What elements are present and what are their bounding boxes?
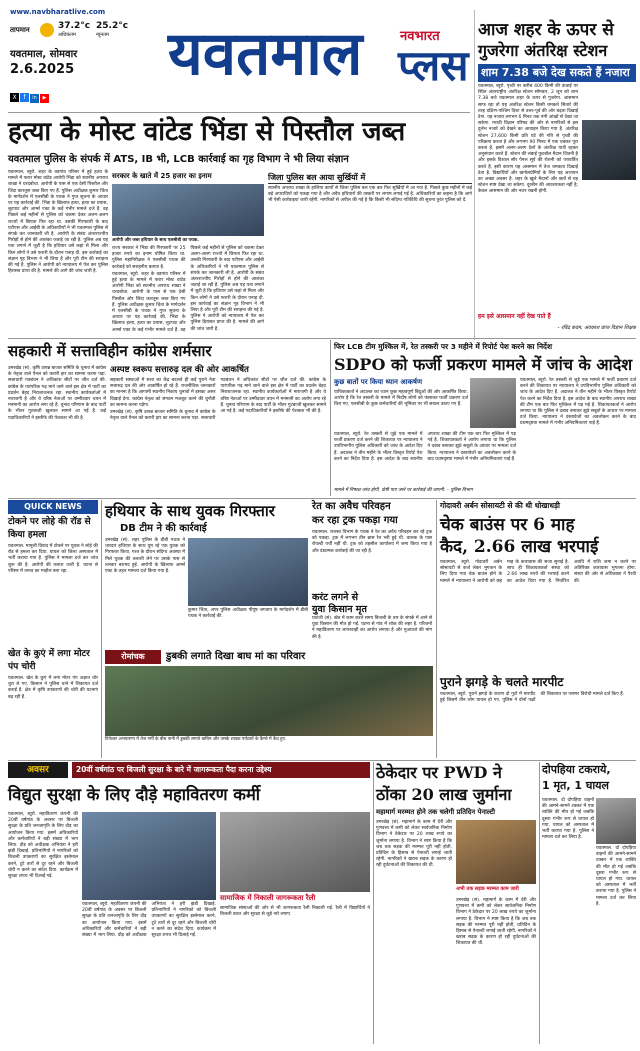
- accident-body: [542, 798, 594, 1040]
- sdpo-photo: [470, 378, 516, 428]
- rule-congress: [330, 340, 331, 496]
- lead-side-box-body: [268, 186, 472, 336]
- quarrel-headline: पुराने झगड़े के चलते मारपीट: [440, 675, 564, 689]
- pwd-body: [376, 820, 452, 1040]
- cheque-body: [440, 560, 636, 670]
- quick-news-1-body: [8, 544, 98, 646]
- website-url[interactable]: www.navbharatlive.com: [10, 8, 106, 16]
- congress-sub-headline: अस्पष्ट स्वरूप सत्तारुढ़ दल की ओर आकर्षित: [110, 365, 249, 375]
- pwd-body-2: [456, 898, 536, 1040]
- sand-headline-2: कर रहा ट्रक पकड़ा गया: [312, 515, 398, 526]
- pwd-body-text: उमरखेड़ (सं). महामार्ग के काम में देरी और गुणवत्ता में कमी को लेकर सार्वजनिक निर्माण विभाग ने ठेकेदार पर 20 लाख रुपये का जुर्माना लगाया है. विभाग ने स्पष्ट किया है कि जब तक सड़क की मरम्मत पूरी नहीं होती, प्रतिदिन के हिसाब से पेनाल्टी लगाई जाती रहेगी. नागरिकों ने खराब सड़क के कारण हो रही दुर्घटनाओं की शिकायत की थी.: [376, 820, 452, 869]
- iss-body-text: यवतमाल, ब्यूरो. पृथ्वी पर करीब 400 किमी की ऊंचाई पर स्थित अंतरराष्ट्रीय अंतरिक्ष स्टेशन सोमवार, 2 जून को शाम 7.38 बजे यवतमाल शहर के ऊपर से गुजरेगा. आसमान साफ रहा तो यह अंतरिक्ष स्टेशन किसी चमकते सितारे की तरह दक्षिण-पश्चिम दिशा से उत्तर-पूर्व की ओर बढ़ता दिखाई देगा. यह नजारा लगभग 6 मिनट तक नंगी आंखों से देखा जा सकेगा. मराठी विज्ञान परिषद की ओर से नागरिकों से इस दुर्लभ नजारे को देखने का आवाहन किया गया है. अंतरिक्ष स्टेशन 27,600 किमी प्रति घंटे की गति से पृथ्वी की परिक्रमा करता है और लगभग 90 मिनट में एक चक्कर पूरा करता है. इसमें अलग-अलग देशों के अंतरिक्ष यात्री रहकर अनुसंधान करते हैं. स्टेशन की लंबाई फुटबॉल मैदान जितनी है और इसके विशाल सौर पैनल सूर्य की रोशनी को परावर्तित करते हैं, इसी कारण यह आसमान में तेज चमकता दिखाई देता है. विद्यार्थियों और खगोलप्रेमियों के लिए यह अध्ययन का अच्छा अवसर है. शहर के खुले मैदानों और छतों से यह स्टेशन स्पष्ट देखा जा सकेगा. दूरबीन की आवश्यकता नहीं है, केवल आसमान की ओर नजर रखनी होगी.: [478, 84, 578, 195]
- rule-row2: [8, 498, 636, 499]
- rule-tiger: [436, 500, 437, 758]
- linkedin-icon[interactable]: in: [30, 94, 39, 103]
- pwd-headline-2: ठोंका 20 लाख जुर्माना: [376, 785, 512, 804]
- lead-body-text: यवतमाल, ब्यूरो. शहर के वडगांव परिसर में हुई हत्या के मामले में फरार मोस्ट वांटेड आरोपी भिंडा को स्थानीय अपराध शाखा ने धरदबोचा. आरोपी के पास से एक देसी पिस्तौल और जिंदा कारतूस जब्त किए गए हैं. पुलिस अधीक्षक कुमार चिंता के मार्गदर्शन में एलसीबी के पथक ने गुप्त सूचना के आधार पर यह कार्रवाई की. भिंडा के खिलाफ हत्या, हत्या का प्रयास, लूटपाट और आर्म्स एक्ट के कई गंभीर मामले दर्ज हैं. वह पिछले कई महीनों से पुलिस को चकमा देकर अलग-अलग राज्यों में छिपता फिर रहा था. उसकी गिरफ्तारी के बाद एटीएस और आईबी के अधिकारियों ने भी यवतमाल पुलिस से संपर्क कर जानकारी ली है. आरोपी के संबंध अंतरराज्यीय गिरोहों से होने की आशंका जताई जा रही है. पुलिस अब यह पता लगाने में जुटी है कि हथियार उसे कहां से मिला और किन लोगों ने उसे फरारी के दौरान पनाह दी. इस कार्रवाई का संज्ञान गृह विभाग ने भी लिया है और पूरी टीम की सराहना की गई है. पुलिस ने आरोपी को न्यायालय में पेश कर पुलिस हिरासत प्राप्त की है. मामले की आगे की जांच जारी है.: [8, 170, 108, 275]
- lead-photo-caption: आरोपी और जब्त हथियार के साथ एलसीबी का पथक.: [112, 238, 199, 243]
- electric-body-text: घाटंजी (सं). खेत में काम करते समय बिजली के तार के संपर्क में आने से युवा किसान की मौत हो गई. घटना से गांव में शोक की लहर है. परिजनों ने महावितरण पर लापरवाही का आरोप लगाया है और मुआवजे की मांग की है.: [312, 616, 432, 640]
- banner-body-2: [82, 902, 216, 1040]
- sdpo-box-body-text: याचिकाकर्ता ने अदालत का ध्यान कुछ महत्वपूर्ण बिंदुओं की ओर आकर्षित किया. आरोप है कि रेत तस्करी के मामले में निर्दोष लोगों को फंसाकर फर्जी प्रकरण दर्ज किए गए. एलसीबी के कुछ कर्मचारियों की भूमिका पर भी सवाल उठाए गए हैं.: [334, 390, 468, 408]
- lead-reward-body: [112, 246, 264, 336]
- congress-headline: सहकारी में सत्ताविहीन कांग्रेस शर्मसार: [8, 342, 212, 360]
- electric-headline-1-text: करंट लगने से: [312, 592, 359, 603]
- banner-inset-text: सामाजिक संस्थाओं की ओर से भी जागरूकता रैली निकाली गई. रैली में विद्यार्थियों ने बिजली बचत और सुरक्षा से जुड़े नारे लगाए.: [220, 906, 370, 918]
- cheque-kicker: गोदावरी अर्बन सोसायटी से की थी धोखाधड़ी: [440, 501, 560, 510]
- facebook-icon[interactable]: f: [20, 93, 29, 102]
- congress-body-continued: उमरखेड़ (सं). कृषि उत्पन्न बाजार समिति के चुनाव में कांग्रेस के नेतृत्व वाले पैनल को करारी हार का सामना करना पड़ा. सत्ताधारी गठबंधन ने अधिकांश सीटों पर जीत दर्ज की. कांग्रेस के पारंपरिक गढ़ माने जाने वाले इस क्षेत्र में पार्टी का प्रदर्शन बेहद निराशाजनक रहा. स्थानीय कार्यकर्ताओं में नाराजगी है और वे वरिष्ठ नेताओं पर उम्मीदवार चयन में मनमानी का आरोप लगा रहे हैं. चुनाव परिणाम के बाद पार्टी के भीतर गुटबाजी खुलकर सामने आ गई है. कई पदाधिकारियों ने इस्तीफे की पेशकश भी की है.: [110, 378, 326, 422]
- tiger-kicker: रोमांचक: [105, 650, 161, 664]
- x-icon[interactable]: X: [10, 93, 19, 102]
- accident-photo: [596, 798, 636, 844]
- banner-body: [8, 812, 78, 1040]
- arrest-caption-text: कुमार चिंता, अपर पुलिस अधीक्षक पीयूष जगताप के मार्गदर्शन में डीबी पथक ने कार्रवाई की.: [188, 608, 308, 620]
- sdpo-quote: मामले में निष्पक्ष जांच होगी, दोषी पाए जाने पर कार्रवाई की जाएगी. – पुलिस विभाग: [334, 488, 473, 493]
- congress-body: [8, 366, 106, 496]
- electric-story: [312, 592, 432, 648]
- sand-headline-1: रेत का अवैध परिवहन: [312, 501, 391, 512]
- lead-subhead: यवतमाल पुलिस के संपर्क में ATS, IB भी, LCB कार्रवाई का गृह विभाग ने भी लिया संज्ञान: [8, 154, 349, 165]
- cheque-headline-2: कैद, 2.66 लाख भरपाई: [440, 537, 599, 557]
- rule-banner: [373, 762, 374, 1044]
- sdpo-headline: SDPO को फर्जी प्रकरण मामले में जांच के आदेश: [334, 355, 633, 374]
- sand-body-text: यवतमाल. राजस्व विभाग के पथक ने रेत का अवैध परिवहन कर रहे ट्रक को पकड़ा. ट्रक में लगभग तीन ब्रास रेत भरी हुई थी. चालक के पास रॉयल्टी पर्ची नहीं थी. ट्रक को तहसील कार्यालय में जमा किया गया है और दंडात्मक कार्रवाई की जा रही है.: [312, 530, 432, 554]
- pwd-photo-caption: अभी तक सड़क मरम्मत काम जारी: [456, 886, 519, 892]
- arrest-photo: [188, 538, 308, 606]
- lead-reward-body-text: राज्य सरकार ने भिंडा की गिरफ्तारी पर 25 हजार रुपये का इनाम घोषित किया था. पुलिस महानिरीक्षक ने एलसीबी पथक की कार्रवाई को सराहनीय बताया है.: [112, 246, 186, 270]
- sun-icon: [40, 23, 54, 37]
- congress-sub-body: [110, 378, 326, 496]
- rule-quick-news: [101, 500, 102, 758]
- lead-photo: [112, 184, 264, 236]
- youtube-icon[interactable]: ▶: [40, 94, 49, 103]
- quarrel-body-text: यवतमाल, ब्यूरो. पुराने झगड़े के कारण दो गुटों में मारपीट हुई जिसमें तीन लोग घायल हो गए. पुलिस ने दोनों पक्षों की शिकायत पर परस्पर विरोधी मामले दर्ज किए हैं.: [440, 692, 625, 704]
- quick-news-2-body: [8, 676, 98, 754]
- rule-row1: [8, 338, 636, 339]
- arrest-subhead: DB टीम ने की कार्रवाई: [120, 523, 207, 534]
- arrest-photo-caption: [188, 608, 308, 648]
- weather-label: तापमान: [10, 26, 30, 34]
- lead-body: [8, 170, 108, 336]
- sdpo-body-text: यवतमाल, ब्यूरो. रेत तस्करी से जुड़े एक मामले में फर्जी प्रकरण दर्ज करने की शिकायत पर न्यायालय ने उपविभागीय पुलिस अधिकारी को जांच के आदेश दिए हैं. अदालत ने तीन महीने के भीतर विस्तृत रिपोर्ट पेश करने का निर्देश दिया है. इस आदेश के बाद स्थानीय अपराध शाखा की टीम एक बार फिर मुश्किल में पड़ गई है. शिकायतकर्ता ने आरोप लगाया था कि पुलिस ने दबाव बनाकर झूठे सबूतों के आधार पर मामला दर्ज किया. न्यायालय ने दस्तावेजों का अवलोकन करने के बाद प्रथमदृष्टया मामले में गंभीर अनियमितताएं पाई हैं.: [334, 432, 516, 462]
- lead-side-box-title: जिला पुलिस बल आया सुर्खियों में: [268, 172, 472, 184]
- quick-news-title: QUICK NEWS: [8, 500, 98, 514]
- masthead-navbharat: नवभारत: [400, 29, 440, 44]
- accident-body-text-2: यवतमाल. दो दोपहिया वाहनों की आमने-सामने टक्कर में एक व्यक्ति की मौत हो गई जबकि दूसरा गंभीर रूप से घायल हो गया. घायल को अस्पताल में भर्ती कराया गया है. पुलिस ने मामला दर्ज कर लिया है.: [596, 846, 636, 907]
- sdpo-right-col: [520, 378, 636, 496]
- tiger-photo: [105, 666, 433, 736]
- banner-photo: [82, 812, 216, 900]
- accident-headline-1: दोपहिया टकराये,: [542, 763, 611, 776]
- lead-body-continued: यवतमाल, ब्यूरो. शहर के वडगांव परिसर में हुई हत्या के मामले में फरार मोस्ट वांटेड आरोपी भिंडा को स्थानीय अपराध शाखा ने धरदबोचा. आरोपी के पास से एक देसी पिस्तौल और जिंदा कारतूस जब्त किए गए हैं. पुलिस अधीक्षक कुमार चिंता के मार्गदर्शन में एलसीबी के पथक ने गुप्त सूचना के आधार पर यह कार्रवाई की. भिंडा के खिलाफ हत्या, हत्या का प्रयास, लूटपाट और आर्म्स एक्ट के कई गंभीर मामले दर्ज हैं. वह पिछले कई महीनों से पुलिस को चकमा देकर अलग-अलग राज्यों में छिपता फिर रहा था. उसकी गिरफ्तारी के बाद एटीएस और आईबी के अधिकारियों ने भी यवतमाल पुलिस से संपर्क कर जानकारी ली है. आरोपी के संबंध अंतरराज्यीय गिरोहों से होने की आशंका जताई जा रही है. पुलिस अब यह पता लगाने में जुटी है कि हथियार उसे कहां से मिला और किन लोगों ने उसे फरारी के दौरान पनाह दी. इस कार्रवाई का संज्ञान गृह विभाग ने भी लिया है और पूरी टीम की सराहना की गई है. पुलिस ने आरोपी को न्यायालय में पेश कर पुलिस हिरासत प्राप्त की है. मामले की आगे की जांच जारी है.: [112, 246, 264, 333]
- pwd-headline-1: ठेकेदार पर PWD ने: [376, 763, 502, 782]
- banner-inset-body: [220, 906, 370, 1040]
- city-day: यवतमाल, सोमवार: [10, 49, 78, 60]
- weather-block: [10, 20, 150, 46]
- accident-body-2: [596, 846, 636, 1040]
- electric-headline-2-text: युवा किसान मृत: [312, 604, 367, 615]
- accident-headline-2: 1 मृत, 1 घायल: [542, 779, 610, 792]
- tiger-photo-caption: टिपेश्वर अभयारण्य में तेज गर्मी के बीच पानी में डुबकी लगाते बाघिन और उसके शावक पर्यटकों के कैमरे में कैद हुए.: [105, 737, 287, 742]
- banner-body-text-2: यवतमाल, ब्यूरो. महावितरण कंपनी की 20वीं वर्षगांठ के अवसर पर बिजली सुरक्षा के प्रति जनजागृति के लिए दौड़ का आयोजन किया गया. इसमें अधिकारियों और कर्मचारियों ने बड़ी संख्या में भाग लिया. दौड़ को अधीक्षक अभियंता ने हरी झंडी दिखाई. प्रतिभागियों ने नागरिकों को बिजली उपकरणों का सुरक्षित इस्तेमाल करने, टूटे तारों से दूर रहने और बिजली चोरी न करने का संदेश दिया. कार्यक्रम में सुरक्षा शपथ भी दिलाई गई.: [82, 902, 216, 939]
- banner-tag: अवसर: [8, 762, 68, 778]
- iss-headline-2: गुजरेगा अंतरिक्ष स्टेशन: [478, 41, 608, 60]
- social-icons: [10, 84, 70, 101]
- quick-news-2-text: यवतमाल. खेत के कुएं में लगा मोटर पंप अज्ञात चोर चुरा ले गए. किसान ने पुलिस थाने में शिकायत दर्ज कराई है. क्षेत्र में कृषि उपकरणों की चोरी की घटनाएं बढ़ रही हैं.: [8, 676, 98, 700]
- pwd-body-text-2: उमरखेड़ (सं). महामार्ग के काम में देरी और गुणवत्ता में कमी को लेकर सार्वजनिक निर्माण विभाग ने ठेकेदार पर 20 लाख रुपये का जुर्माना लगाया है. विभाग ने स्पष्ट किया है कि जब तक सड़क की मरम्मत पूरी नहीं होती, प्रतिदिन के हिसाब से पेनाल्टी लगाई जाती रहेगी. नागरिकों ने खराब सड़क के कारण हो रही दुर्घटनाओं की शिकायत की थी.: [456, 898, 536, 947]
- banner-headline: विद्युत सुरक्षा के लिए दौड़े महावितरण कर्मी: [8, 785, 261, 804]
- lead-side-box-text: स्थानीय अपराध शाखा के हालिया कार्यों से जिला पुलिस बल एक बार फिर सुर्खियों में आ गया है. पिछले कुछ महीनों में कई बड़े अपराधियों को पकड़ा गया है और अवैध हथियारों की तस्करी पर लगाम लगाई गई है. अधिकारियों का कहना है कि आगे भी ऐसी कार्रवाइयां जारी रहेंगी. नागरिकों से अपील की गई है कि किसी भी संदिग्ध गतिविधि की सूचना तुरंत पुलिस को दें.: [268, 186, 472, 204]
- sdpo-kicker: फिर LCB टीम मुश्किल में, रेत तस्करी पर 3 महीने में रिपोर्ट पेश करने का निर्देश: [334, 342, 552, 351]
- issue-date: 2.6.2025: [10, 62, 75, 77]
- pwd-subhead: महामार्ग मरम्मत होने तक चलेगी प्रतिदिन पेनाल्टी: [376, 808, 496, 816]
- iss-tagline: हम इसे आसमान नहीं देख पाते हैं: [478, 313, 551, 320]
- quick-news-1-text: यवतमाल. मामूली विवाद में टोकने पर युवक ने लोहे की रॉड से हमला कर दिया. घायल को जिला अस्पताल में भर्ती कराया गया है. पुलिस ने मामला दर्ज कर जांच शुरू की है. आरोपी की तलाश जारी है. घटना से परिसर में तनाव का माहौल बना रहा.: [8, 544, 98, 574]
- rule-pwd: [539, 762, 540, 1044]
- tiger-headline: डुबकी लगाते दिखा बाघ मां का परिवार: [166, 651, 306, 662]
- iss-headline-1: आज शहर के ऊपर से: [478, 20, 614, 40]
- banner-inset-title: सामाजिक में निकाली जागरूकता रैली: [220, 894, 316, 902]
- temp-min-label: न्यूनतम: [96, 32, 109, 38]
- congress-sub-body-text: सहकारी संस्थाओं में सत्ता का केंद्र बदलते ही कई पुराने नेता सत्तारुढ़ दल की ओर आकर्षित हो रहे हैं. राजनीतिक जानकारों का मानना है कि आगामी स्थानीय निकाय चुनावों में इसका असर दिखाई देगा. कांग्रेस नेतृत्व को संगठन मजबूत करने की चुनौती का सामना करना पड़ेगा.: [110, 378, 216, 408]
- banner-body-text: यवतमाल, ब्यूरो. महावितरण कंपनी की 20वीं वर्षगांठ के अवसर पर बिजली सुरक्षा के प्रति जनजागृति के लिए दौड़ का आयोजन किया गया. इसमें अधिकारियों और कर्मचारियों ने बड़ी संख्या में भाग लिया. दौड़ को अधीक्षक अभियंता ने हरी झंडी दिखाई. प्रतिभागियों ने नागरिकों को बिजली उपकरणों का सुरक्षित इस्तेमाल करने, टूटे तारों से दूर रहने और बिजली चोरी न करने का संदेश दिया. कार्यक्रम में सुरक्षा शपथ भी दिलाई गई.: [8, 812, 78, 880]
- iss-subhead: शाम 7.38 बजे देख सकते हैं नजारा: [478, 64, 636, 82]
- rule-row3: [8, 760, 636, 761]
- accident-body-text: यवतमाल. दो दोपहिया वाहनों की आमने-सामने टक्कर में एक व्यक्ति की मौत हो गई जबकि दूसरा गंभीर रूप से घायल हो गया. घायल को अस्पताल में भर्ती कराया गया है. पुलिस ने मामला दर्ज कर लिया है.: [542, 798, 594, 841]
- rule-masthead: [474, 10, 475, 340]
- banner-photo-2: [220, 812, 370, 892]
- arrest-headline: हथियार के साथ युवक गिरफ्तार: [105, 502, 275, 520]
- arrest-body: [105, 538, 185, 648]
- rule-lead-top: [8, 112, 470, 113]
- cheque-body-text: यवतमाल, ब्यूरो. गोदावरी अर्बन सोसायटी से कर्ज लेकर भुगतान के लिए दिया गया चेक बाउंस होने के मामले में न्यायालय ने आरोपी को छह माह के कारावास की सजा सुनाई है. साथ ही शिकायतकर्ता संस्था को 2.66 लाख रुपये की भरपाई करने का आदेश दिया गया है. निर्धारित अवधि में राशि जमा न करने पर अतिरिक्त कारावास भुगतना होगा. संस्था की ओर से अधिवक्ता ने पैरवी की.: [440, 560, 636, 584]
- congress-body-text: उमरखेड़ (सं). कृषि उत्पन्न बाजार समिति के चुनाव में कांग्रेस के नेतृत्व वाले पैनल को करारी हार का सामना करना पड़ा. सत्ताधारी गठबंधन ने अधिकांश सीटों पर जीत दर्ज की. कांग्रेस के पारंपरिक गढ़ माने जाने वाले इस क्षेत्र में पार्टी का प्रदर्शन बेहद निराशाजनक रहा. स्थानीय कार्यकर्ताओं में नाराजगी है और वे वरिष्ठ नेताओं पर उम्मीदवार चयन में मनमानी का आरोप लगा रहे हैं. चुनाव परिणाम के बाद पार्टी के भीतर गुटबाजी खुलकर सामने आ गई है. कई पदाधिकारियों ने इस्तीफे की पेशकश भी की है.: [8, 366, 106, 421]
- quarrel-body: [440, 692, 636, 756]
- pwd-photo: [456, 820, 536, 884]
- iss-body: [478, 84, 578, 310]
- electric-body: [312, 616, 432, 646]
- cheque-headline-1: चेक बाउंस पर 6 माह: [440, 515, 575, 535]
- iss-photo: [582, 120, 636, 180]
- sdpo-body: [334, 432, 516, 486]
- iss-byline: - रविंद्र कदम, अवकाश प्राप्त विज्ञान शिक्षक: [557, 325, 636, 331]
- banner-kicker: 20वीं वर्षगांठ पर बिजली सुरक्षा के बारे में जागरूकता पैदा करना उद्देश्य: [72, 762, 370, 778]
- temp-max-label: अधिकतम: [58, 32, 76, 38]
- lead-headline: हत्या के मोस्ट वांटेड भिंडा से पिस्तौल जब्त: [8, 117, 406, 147]
- sdpo-body-text-right: यवतमाल, ब्यूरो. रेत तस्करी से जुड़े एक मामले में फर्जी प्रकरण दर्ज करने की शिकायत पर न्यायालय ने उपविभागीय पुलिस अधिकारी को जांच के आदेश दिए हैं. अदालत ने तीन महीने के भीतर विस्तृत रिपोर्ट पेश करने का निर्देश दिया है. इस आदेश के बाद स्थानीय अपराध शाखा की टीम एक बार फिर मुश्किल में पड़ गई है. शिकायतकर्ता ने आरोप लगाया था कि पुलिस ने दबाव बनाकर झूठे सबूतों के आधार पर मामला दर्ज किया. न्यायालय ने दस्तावेजों का अवलोकन करने के बाद प्रथमदृष्टया मामले में गंभीर अनियमितताएं पाई हैं.: [520, 378, 636, 427]
- quick-news-2-headline: खेत के कुएं में लगा मोटर पंप चोरी: [8, 649, 90, 672]
- sdpo-box-body: [334, 390, 468, 430]
- quick-news-1-headline: टोकने पर लोहे की रॉड से किया हमला: [8, 517, 91, 540]
- arrest-body-text: उमरखेड़ (सं). शहर पुलिस के डीबी पथक ने धारदार हथियार के साथ घूम रहे एक युवक को गिरफ्तार किया. गश्त के दौरान संदिग्ध अवस्था में मिले युवक की तलाशी लेने पर उसके पास से तलवार बरामद हुई. आरोपी के खिलाफ आर्म्स एक्ट के तहत मामला दर्ज किया गया है.: [105, 538, 185, 575]
- masthead-title: यवतमाल: [168, 19, 363, 89]
- temp-max: 37.2°c: [58, 21, 91, 31]
- temp-min: 25.2°c: [96, 21, 129, 31]
- lead-reward-title: सरकार के खाते में 25 हजार का इनाम: [112, 172, 212, 180]
- masthead-plus: प्लस: [398, 41, 469, 90]
- sdpo-box-title: कुछ बातों पर किया ध्यान आकर्षण: [334, 378, 423, 386]
